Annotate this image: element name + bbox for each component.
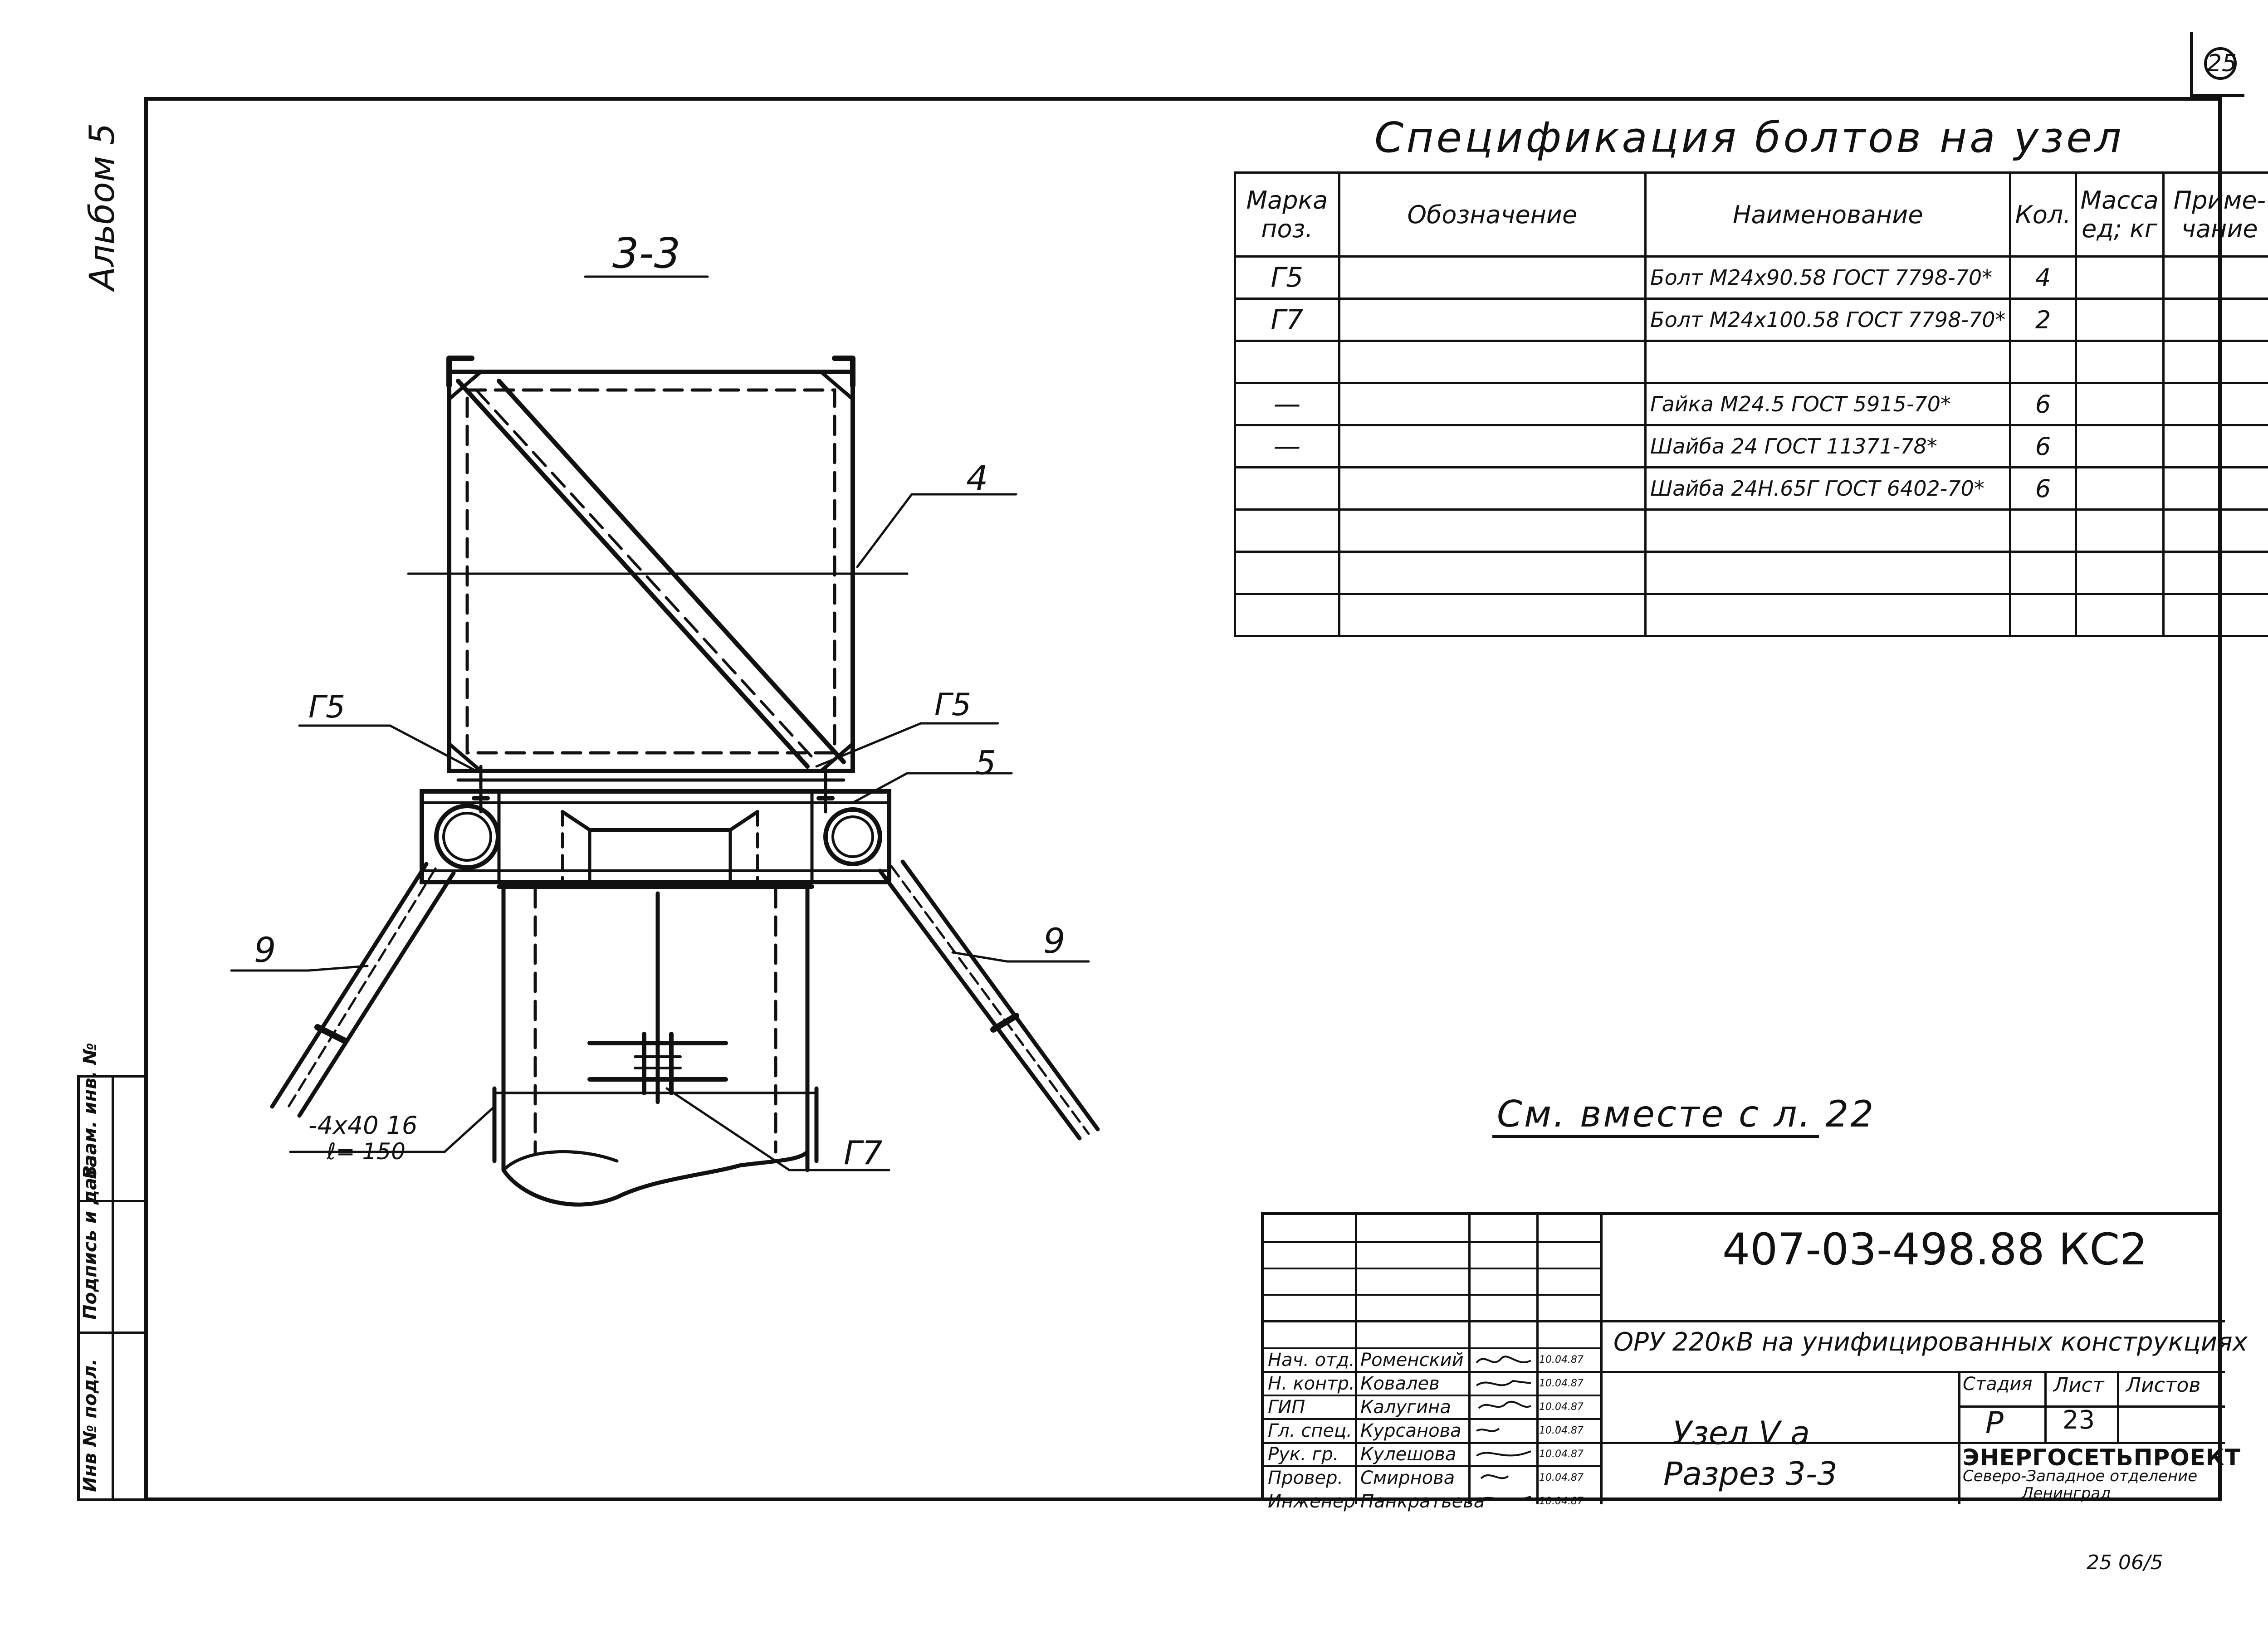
cell-mark <box>1235 552 1339 594</box>
tb-rule <box>2044 1371 2047 1442</box>
see-also-note: См. вместе с л. 22 <box>1497 1093 1876 1135</box>
cell-note <box>2163 425 2268 468</box>
plate-size: -4х40 16 <box>308 1111 418 1140</box>
table-row <box>1235 299 2268 341</box>
role-list <box>1268 1348 1355 1513</box>
tb-rule <box>1600 1371 2225 1373</box>
org-branch: Северо-Западное отделение <box>1963 1467 2198 1485</box>
table-row <box>1235 510 2268 552</box>
sheet-value: 23 <box>2063 1405 2095 1435</box>
sheet-title-node: Узел V а <box>1672 1415 1810 1452</box>
table-row <box>1235 383 2268 425</box>
cell-name: Шайба 24Н.65Г ГОСТ 6402-70* <box>1646 468 2010 510</box>
role-4: Гл. спец. <box>1268 1420 1352 1441</box>
cell-mass <box>2076 510 2163 552</box>
name-3: Калугина <box>1360 1397 1451 1418</box>
archive-number: 25 06/5 <box>2087 1551 2163 1574</box>
cell-qty <box>2010 341 2076 383</box>
spec-table <box>1234 171 2268 637</box>
section-label: 3-3 <box>612 229 681 278</box>
tb-rule <box>1264 1268 1600 1269</box>
cell-designation <box>1339 257 1645 299</box>
cell-name: Гайка М24.5 ГОСТ 5915-70* <box>1646 383 2010 425</box>
spec-header-row <box>1235 173 2268 257</box>
doc-code: 407-03-498.88 КС2 <box>1722 1224 2148 1275</box>
cell-qty: 4 <box>2010 257 2076 299</box>
side-sign-date: Подпись и дата <box>80 1155 101 1320</box>
tb-rule <box>1536 1215 1539 1504</box>
stage-value: Р <box>1985 1405 2004 1440</box>
role-6: Провер. <box>1268 1468 1344 1488</box>
cell-mass <box>2076 257 2163 299</box>
cell-note <box>2163 299 2268 341</box>
cell-qty <box>2010 594 2076 636</box>
cell-note <box>2163 257 2268 299</box>
sheets-label: Листов <box>2126 1374 2201 1397</box>
cell-designation <box>1339 383 1645 425</box>
cell-designation <box>1339 594 1645 636</box>
sheet-title-section: Разрез 3-3 <box>1663 1455 1838 1493</box>
tb-rule <box>2117 1371 2119 1442</box>
cell-qty <box>2010 510 2076 552</box>
name-list <box>1360 1348 1485 1513</box>
callout-g7: Г7 <box>844 1134 883 1172</box>
date-2: 10.04.87 <box>1539 1378 1584 1389</box>
cell-mark <box>1235 594 1339 636</box>
cell-mass <box>2076 594 2163 636</box>
spec-title: Спецификация болтов на узел <box>1374 113 2124 162</box>
cell-mass <box>2076 425 2163 468</box>
plate-length: ℓ= 150 <box>327 1138 406 1165</box>
name-5: Кулешова <box>1360 1444 1457 1465</box>
table-row <box>1235 257 2268 299</box>
tb-rule <box>1264 1294 1600 1296</box>
cell-mark <box>1235 510 1339 552</box>
cell-qty: 6 <box>2010 425 2076 468</box>
name-2: Ковалев <box>1360 1373 1440 1394</box>
cell-designation <box>1339 552 1645 594</box>
cell-name <box>1646 510 2010 552</box>
sheet-label: Лист <box>2053 1374 2104 1397</box>
date-4: 10.04.87 <box>1539 1425 1584 1436</box>
tb-rule <box>1600 1215 1603 1504</box>
table-row <box>1235 341 2268 383</box>
name-7: Панкратьева <box>1360 1491 1485 1512</box>
cell-mark <box>1235 468 1339 510</box>
cell-designation <box>1339 299 1645 341</box>
cell-qty: 6 <box>2010 468 2076 510</box>
cell-designation <box>1339 425 1645 468</box>
cell-mark: Г7 <box>1235 299 1339 341</box>
callout-4: 4 <box>966 458 988 498</box>
cell-designation <box>1339 341 1645 383</box>
cell-note <box>2163 510 2268 552</box>
callout-9-left: 9 <box>254 930 276 970</box>
role-7: Инженер <box>1268 1491 1355 1512</box>
hdr-designation: Обозначение <box>1339 173 1645 257</box>
cell-name: Болт М24х100.58 ГОСТ 7798-70* <box>1646 299 2010 341</box>
cell-mass <box>2076 341 2163 383</box>
hdr-name: Наименование <box>1646 173 2010 257</box>
cell-note <box>2163 468 2268 510</box>
strut-right <box>880 862 1098 1138</box>
date-5: 10.04.87 <box>1539 1449 1584 1460</box>
table-row <box>1235 594 2268 636</box>
cell-designation <box>1339 468 1645 510</box>
side-inv-no: Инв № подл. <box>80 1358 101 1492</box>
cell-qty: 2 <box>2010 299 2076 341</box>
leader-lines <box>231 277 1089 1170</box>
date-list <box>1539 1348 1584 1513</box>
cell-mark: — <box>1235 383 1339 425</box>
title-block <box>1261 1212 2248 1512</box>
see-also-underline <box>1492 1134 1819 1139</box>
cell-mass <box>2076 552 2163 594</box>
hdr-qty: Кол. <box>2010 173 2076 257</box>
name-4: Курсанова <box>1360 1420 1461 1441</box>
org-city: Ленинград <box>2022 1484 2111 1502</box>
hdr-mark: Марка поз. <box>1235 173 1339 257</box>
cell-name <box>1646 552 2010 594</box>
cell-note <box>2163 552 2268 594</box>
cell-name <box>1646 341 2010 383</box>
tb-rule <box>1264 1241 1600 1243</box>
role-3: ГИП <box>1268 1397 1305 1418</box>
cell-designation <box>1339 510 1645 552</box>
cell-note <box>2163 383 2268 425</box>
date-7: 10.04.87 <box>1539 1496 1584 1507</box>
date-1: 10.04.87 <box>1539 1354 1584 1366</box>
cell-mass <box>2076 299 2163 341</box>
name-6: Смирнова <box>1360 1468 1455 1488</box>
tb-rule <box>1264 1320 2225 1322</box>
cross-beam <box>422 766 889 882</box>
date-6: 10.04.87 <box>1539 1472 1584 1483</box>
name-1: Роменский <box>1360 1350 1464 1371</box>
role-2: Н. контр. <box>1268 1373 1355 1394</box>
callout-g5-right: Г5 <box>934 687 972 723</box>
cell-note <box>2163 594 2268 636</box>
sheet-number: 25 <box>2204 47 2237 80</box>
signature-marks <box>1472 1349 1535 1503</box>
cell-mark <box>1235 341 1339 383</box>
project-title: ОРУ 220кВ на унифицированных конструкциях <box>1613 1327 2248 1357</box>
cell-mark: — <box>1235 425 1339 468</box>
cell-name <box>1646 594 2010 636</box>
cell-name: Болт М24х90.58 ГОСТ 7798-70* <box>1646 257 2010 299</box>
table-row <box>1235 552 2268 594</box>
column-box <box>449 358 853 780</box>
date-3: 10.04.87 <box>1539 1401 1584 1413</box>
org-name: ЭНЕРГОСЕТЬПРОЕКТ <box>1963 1444 2241 1471</box>
cell-qty <box>2010 552 2076 594</box>
cell-mass <box>2076 383 2163 425</box>
cell-mass <box>2076 468 2163 510</box>
cell-mark: Г5 <box>1235 257 1339 299</box>
table-row <box>1235 468 2268 510</box>
strut-left <box>272 864 454 1116</box>
callout-5: 5 <box>975 744 996 782</box>
role-5: Рук. гр. <box>1268 1444 1339 1465</box>
stage-label: Стадия <box>1963 1374 2033 1395</box>
role-1: Нач. отд. <box>1268 1350 1355 1371</box>
side-replace-inv: Взам. инв. № <box>80 1043 101 1179</box>
tb-rule <box>1958 1371 1960 1504</box>
cell-note <box>2163 341 2268 383</box>
hdr-note: Приме-чание <box>2163 173 2268 257</box>
album-label: Альбом 5 <box>82 123 122 290</box>
cell-qty: 6 <box>2010 383 2076 425</box>
callout-9-right: 9 <box>1043 921 1066 961</box>
table-row <box>1235 425 2268 468</box>
callout-g5-left: Г5 <box>308 689 346 725</box>
cell-name: Шайба 24 ГОСТ 11371-78* <box>1646 425 2010 468</box>
hdr-mass: Масса ед; кг <box>2076 173 2163 257</box>
